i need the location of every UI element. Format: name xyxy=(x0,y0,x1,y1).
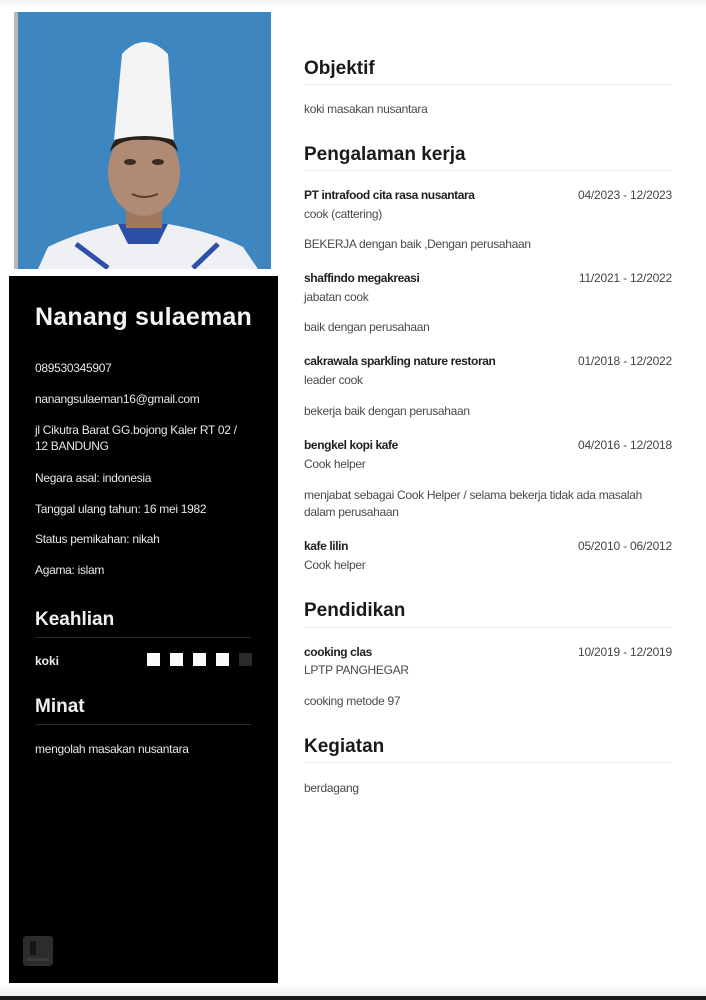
candidate-name: Nanang sulaeman xyxy=(35,303,252,331)
experience-role: jabatan cook xyxy=(304,290,369,304)
activities-divider xyxy=(304,762,672,763)
screen-bottom-bar xyxy=(0,996,706,1000)
experience-company: kafe lilin xyxy=(304,539,349,553)
chef-portrait-illustration xyxy=(18,12,271,269)
experience-description: menjabat sebagai Cook Helper / selama bekerja tidak ada masalah dalam perusahaan xyxy=(304,488,642,519)
profile-photo xyxy=(14,12,271,269)
skills-heading: Keahlian xyxy=(35,609,115,630)
home-address: jl Cikutra Barat GG.bojong Kaler RT 02 / 12 BANDUNG xyxy=(35,423,237,453)
education-title: cooking clas xyxy=(304,645,372,659)
experience-dates: 04/2023 - 12/2023 xyxy=(577,188,672,202)
experience-company: shaffindo megakreasi xyxy=(304,271,420,285)
education-dates: 10/2019 - 12/2019 xyxy=(577,645,672,659)
experience-role: leader cook xyxy=(304,373,363,387)
religion: Agama: islam xyxy=(35,563,105,577)
experience-heading: Pengalaman kerja xyxy=(304,144,466,165)
marital-status: Status pemikahan: nikah xyxy=(35,532,160,546)
email-address: nanangsulaeman16@gmail.com xyxy=(35,392,200,406)
experience-dates: 05/2010 - 06/2012 xyxy=(577,539,672,553)
experience-company: cakrawala sparkling nature restoran xyxy=(304,354,496,368)
interests-heading: Minat xyxy=(35,696,85,717)
activities-text: berdagang xyxy=(304,781,359,795)
experience-role: Cook helper xyxy=(304,457,366,471)
page-bottom-edge xyxy=(0,984,706,996)
experience-company: PT intrafood cita rasa nusantara xyxy=(304,188,475,202)
interest-item: mengolah masakan nusantara xyxy=(35,742,189,756)
sidebar xyxy=(9,276,278,983)
experience-role: cook (cattering) xyxy=(304,207,382,221)
experience-company: bengkel kopi kafe xyxy=(304,438,398,452)
skills-divider xyxy=(35,637,251,638)
education-description: cooking metode 97 xyxy=(304,694,401,708)
objective-text: koki masakan nusantara xyxy=(304,102,428,116)
skill-dot-empty xyxy=(239,653,252,666)
experience-description: baik dengan perusahaan xyxy=(304,320,430,334)
objective-divider xyxy=(304,84,672,85)
skill-dot-filled xyxy=(147,653,160,666)
objective-heading: Objektif xyxy=(304,58,375,79)
main-content xyxy=(304,0,672,1000)
experience-description: BEKERJA dengan baik ,Dengan perusahaan xyxy=(304,237,531,251)
skill-name: koki xyxy=(35,654,60,668)
skill-level-meter xyxy=(147,653,252,666)
skill-dot-filled xyxy=(170,653,183,666)
education-institution: LPTP PANGHEGAR xyxy=(304,663,409,677)
education-divider xyxy=(304,627,672,628)
skill-dot-filled xyxy=(216,653,229,666)
education-heading: Pendidikan xyxy=(304,600,406,621)
birthday: Tanggal ulang tahun: 16 mei 1982 xyxy=(35,502,207,516)
document-app-icon[interactable] xyxy=(23,936,53,966)
interests-divider xyxy=(35,724,251,725)
experience-divider xyxy=(304,170,672,171)
experience-dates: 11/2021 - 12/2022 xyxy=(578,271,672,285)
nationality: Negara asal: indonesia xyxy=(35,471,152,485)
skill-dot-filled xyxy=(193,653,206,666)
phone-number: 089530345907 xyxy=(35,361,112,375)
experience-dates: 01/2018 - 12/2022 xyxy=(577,354,672,368)
experience-dates: 04/2016 - 12/2018 xyxy=(577,438,672,452)
experience-role: Cook helper xyxy=(304,558,366,572)
activities-heading: Kegiatan xyxy=(304,736,385,757)
experience-description: bekerja baik dengan perusahaan xyxy=(304,404,470,418)
